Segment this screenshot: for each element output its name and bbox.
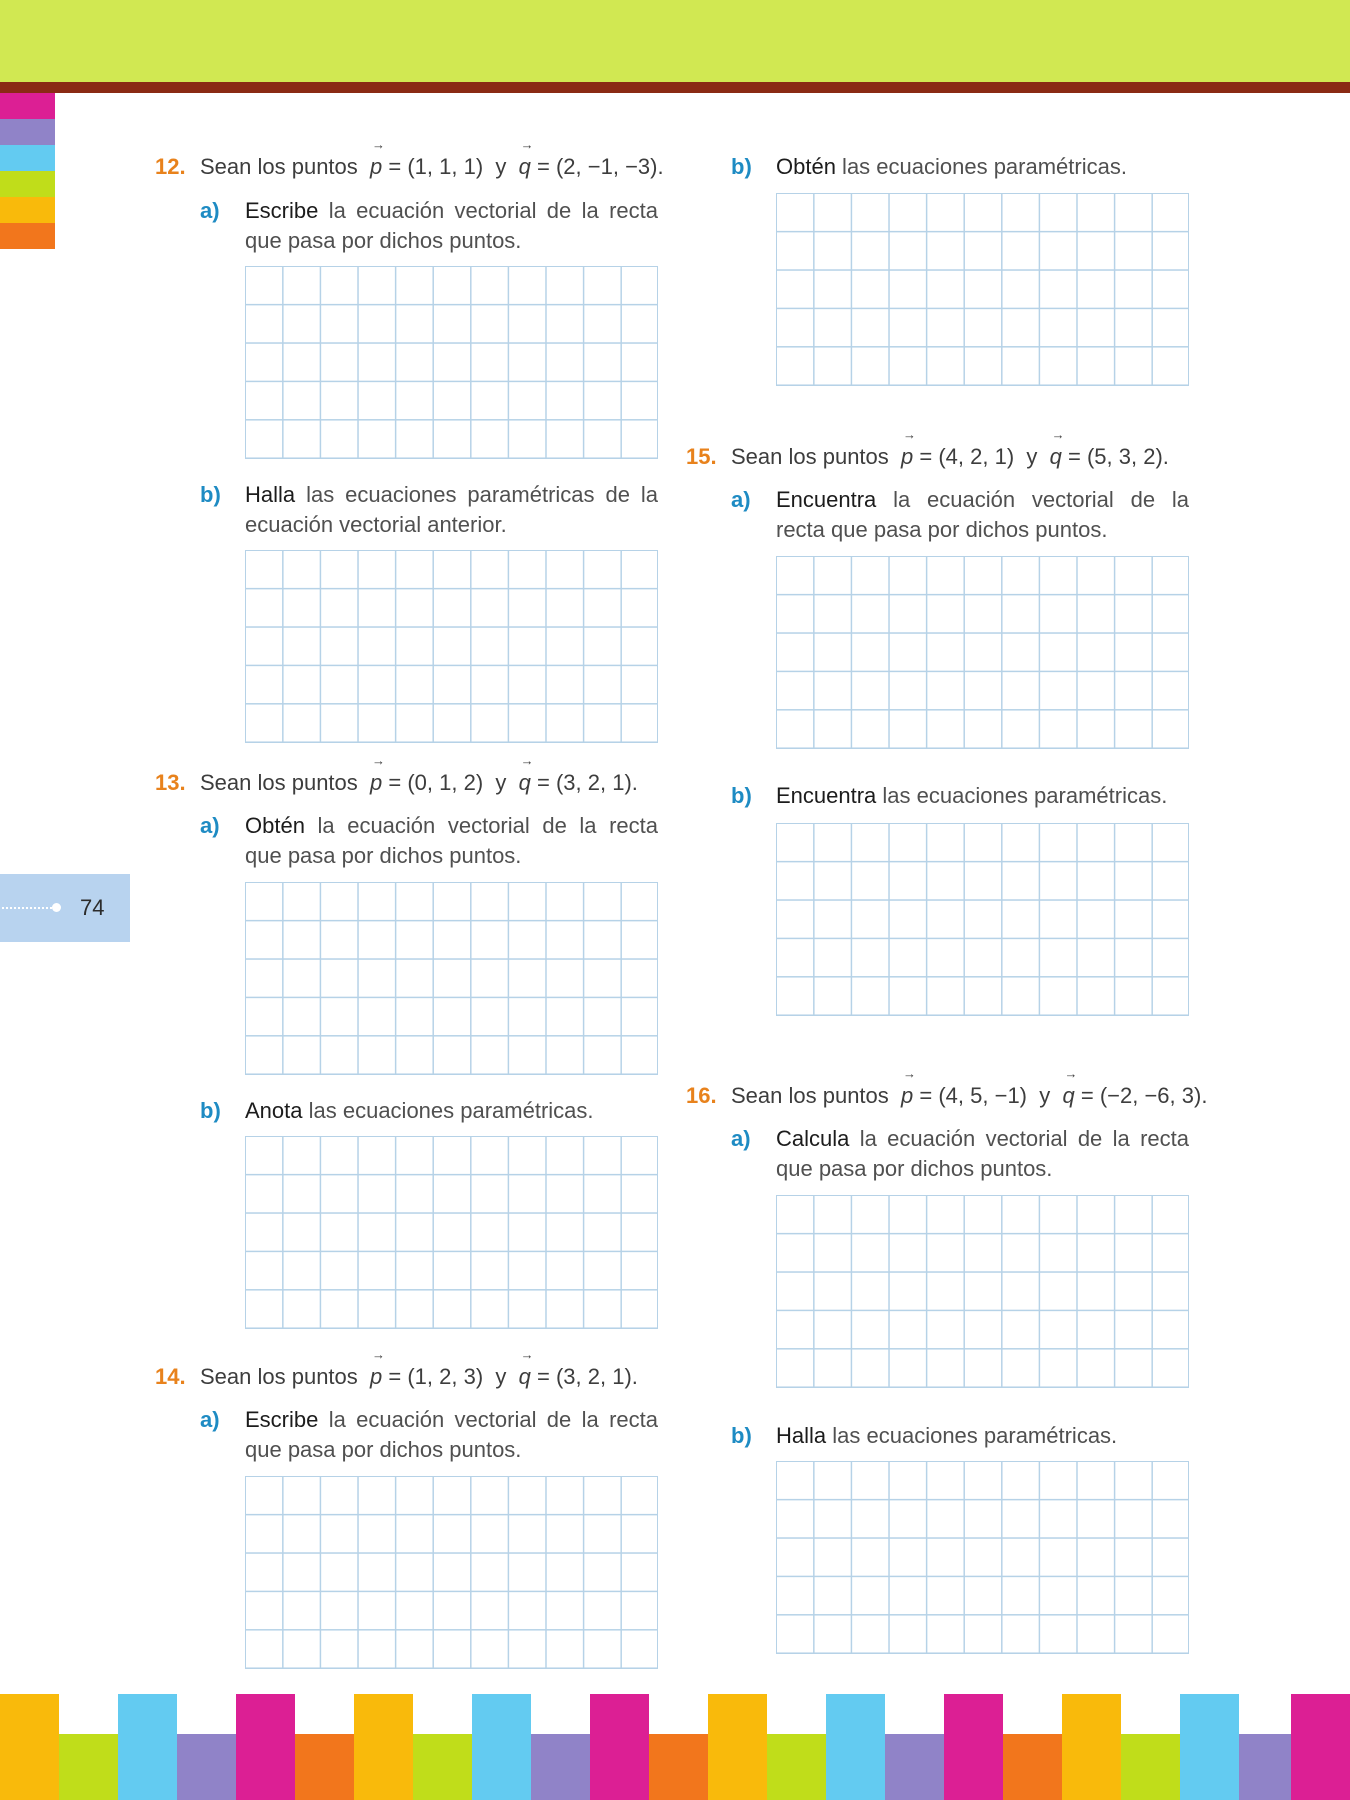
p-value: = (1, 2, 3) <box>388 1364 484 1389</box>
bottom-color-strip <box>0 1694 1350 1800</box>
item-text: las ecuaciones paramétricas de la ecuación vectorial anterior. <box>245 482 658 537</box>
answer-grid-15b[interactable] <box>776 823 1189 1016</box>
item-verb: Calcula <box>776 1126 850 1151</box>
item-verb: Escribe <box>245 1407 319 1432</box>
item-letter: a) <box>731 1126 751 1151</box>
item-verb: Halla <box>776 1423 827 1448</box>
item-text: la ecuación vectorial de la recta que pasa por dichos puntos. <box>245 813 658 868</box>
item-verb: Escribe <box>245 198 319 223</box>
answer-grid-14a[interactable] <box>245 1476 658 1669</box>
p-value: = (0, 1, 2) <box>388 770 484 795</box>
problem-13-statement <box>155 753 638 798</box>
problem-14-item-b <box>731 152 1189 182</box>
q-value: = (5, 3, 2). <box>1068 444 1169 469</box>
vector-p: → p <box>901 1066 917 1108</box>
answer-grid-14b[interactable] <box>776 193 1189 386</box>
item-text: las ecuaciones paramétricas. <box>835 154 1127 179</box>
problem-number: 14. <box>155 1364 186 1389</box>
problem-lead: Sean los puntos <box>731 444 889 469</box>
item-text: las ecuaciones paramétricas. <box>826 1423 1118 1448</box>
item-verb: Anota <box>245 1098 303 1123</box>
answer-grid-15a[interactable] <box>776 556 1189 749</box>
problem-14-statement <box>155 1347 638 1392</box>
vector-q: → q <box>518 137 534 179</box>
item-letter: a) <box>200 1407 220 1432</box>
problem-number: 15. <box>686 444 717 469</box>
problem-12-item-a <box>200 196 658 256</box>
problem-12-item-b <box>200 480 658 540</box>
answer-grid-16a[interactable] <box>776 1195 1189 1388</box>
item-letter: b) <box>200 1098 221 1123</box>
item-text: la ecuación vectorial de la recta que pasa por dichos puntos. <box>776 487 1189 542</box>
problem-lead: Sean los puntos <box>200 770 358 795</box>
item-text: las ecuaciones paramétricas. <box>302 1098 594 1123</box>
top-rule <box>0 82 1350 93</box>
problem-15-statement <box>686 427 1169 472</box>
dotted-leader <box>2 907 56 909</box>
vector-q: → q <box>1062 1066 1078 1108</box>
item-letter: b) <box>731 1423 752 1448</box>
p-value: = (4, 2, 1) <box>919 444 1015 469</box>
problem-12-statement <box>155 137 664 182</box>
answer-grid-13a[interactable] <box>245 882 658 1075</box>
item-letter: b) <box>200 482 221 507</box>
answer-grid-12b[interactable] <box>245 550 658 743</box>
problem-15-item-b <box>731 781 1189 811</box>
page-number: 74 <box>80 895 105 920</box>
conjunction: y <box>495 1364 507 1389</box>
vector-q: → q <box>1049 427 1065 469</box>
item-text: las ecuaciones paramétricas. <box>876 783 1168 808</box>
conjunction: y <box>495 770 507 795</box>
vector-q: → q <box>518 1347 534 1389</box>
problem-16-item-a <box>731 1124 1189 1184</box>
q-value: = (3, 2, 1). <box>537 1364 638 1389</box>
problem-16-statement <box>686 1066 1208 1111</box>
problem-13-item-b <box>200 1096 658 1126</box>
item-verb: Obtén <box>245 813 305 838</box>
item-verb: Obtén <box>776 154 836 179</box>
item-text: la ecuación vectorial de la recta que pasa por dichos puntos. <box>245 1407 658 1462</box>
problem-number: 12. <box>155 154 186 179</box>
problem-15-item-a <box>731 485 1189 545</box>
item-letter: b) <box>731 783 752 808</box>
problem-number: 16. <box>686 1083 717 1108</box>
item-letter: b) <box>731 154 752 179</box>
item-verb: Encuentra <box>776 783 877 808</box>
item-text: la ecuación vectorial de la recta que pasa por dichos puntos. <box>245 198 658 253</box>
conjunction: y <box>1039 1083 1051 1108</box>
answer-grid-12a[interactable] <box>245 266 658 459</box>
vector-q: → q <box>518 753 534 795</box>
page-number-tab <box>0 874 130 942</box>
problem-13-item-a <box>200 811 658 871</box>
item-letter: a) <box>200 198 220 223</box>
problem-lead: Sean los puntos <box>200 154 358 179</box>
answer-grid-16b[interactable] <box>776 1461 1189 1654</box>
item-text: la ecuación vectorial de la recta que pasa por dichos puntos. <box>776 1126 1189 1181</box>
problem-lead: Sean los puntos <box>200 1364 358 1389</box>
vector-p: → p <box>901 427 917 469</box>
item-verb: Halla <box>245 482 296 507</box>
problem-lead: Sean los puntos <box>731 1083 889 1108</box>
conjunction: y <box>495 154 507 179</box>
item-verb: Encuentra <box>776 487 877 512</box>
top-color-band <box>0 0 1350 82</box>
p-value: = (1, 1, 1) <box>388 154 484 179</box>
problem-14-item-a <box>200 1405 658 1465</box>
problem-number: 13. <box>155 770 186 795</box>
side-color-swatches <box>0 93 55 249</box>
vector-p: → p <box>370 1347 386 1389</box>
problem-16-item-b <box>731 1421 1189 1451</box>
p-value: = (4, 5, −1) <box>919 1083 1028 1108</box>
conjunction: y <box>1026 444 1038 469</box>
q-value: = (2, −1, −3). <box>537 154 664 179</box>
item-letter: a) <box>731 487 751 512</box>
answer-grid-13b[interactable] <box>245 1136 658 1329</box>
q-value: = (3, 2, 1). <box>537 770 638 795</box>
vector-p: → p <box>370 137 386 179</box>
q-value: = (−2, −6, 3). <box>1080 1083 1208 1108</box>
item-letter: a) <box>200 813 220 838</box>
vector-p: → p <box>370 753 386 795</box>
